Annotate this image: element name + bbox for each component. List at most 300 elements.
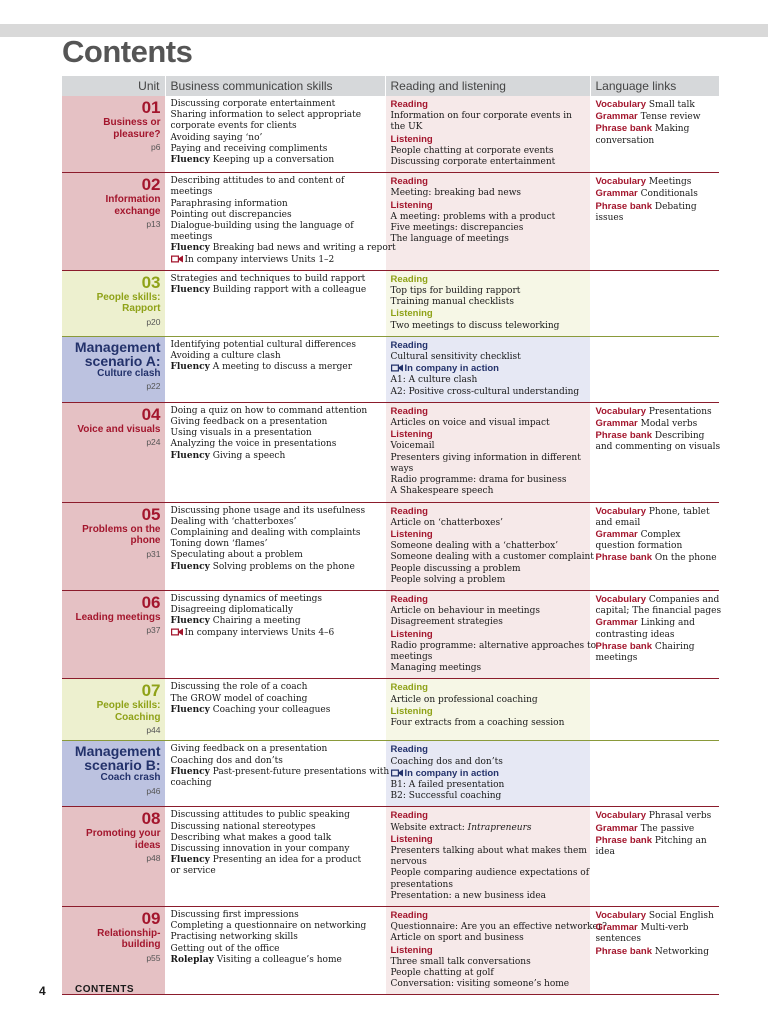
item-text: Complex [637, 529, 681, 540]
list-item [391, 486, 585, 497]
unit-number: 01 [141, 98, 161, 117]
item-text: Someone dealing with a ‘chatterbox’ [390, 541, 559, 552]
item-text: Describing what makes a good talk [170, 832, 332, 843]
list-item [391, 606, 585, 617]
item-text: Dialogue-building using the language of meetings [170, 221, 354, 243]
item-text: Voicemail [390, 441, 435, 452]
list-item [391, 464, 585, 475]
item-text: coaching [170, 777, 212, 788]
item-text: Cultural sensitivity checklist [390, 352, 521, 363]
table-row [62, 679, 719, 741]
item-text: Article on professional coaching [390, 694, 538, 705]
video-icon [171, 628, 183, 636]
business-skills-cell [165, 402, 385, 502]
item-text: In company interviews Units 1–2 [184, 254, 335, 265]
item-text: Modal verbs [637, 419, 698, 430]
item-text: or service [170, 866, 216, 877]
list-item [391, 176, 585, 188]
list-item [391, 188, 585, 199]
business-skills-cell [165, 502, 385, 590]
item-text: People comparing audience expectations of [390, 868, 590, 879]
list-item [391, 406, 585, 418]
item-text: sentences [595, 934, 641, 945]
list-item [596, 630, 715, 641]
list-item [390, 552, 594, 563]
list-item [171, 822, 380, 833]
list-item [596, 823, 715, 835]
unit-cell [62, 173, 165, 271]
item-text: Disagreeing diplomatically [170, 605, 293, 616]
reading-listening-cell [385, 96, 590, 173]
item-text: Chairing a meeting [209, 616, 301, 627]
item-text: Discussing first impressions [170, 909, 299, 920]
language-links-cell [590, 402, 719, 502]
item-text: Speculating about a problem [170, 550, 303, 561]
list-item [171, 955, 380, 966]
item-text: idea [595, 846, 615, 857]
section-label: Reading [390, 744, 428, 756]
list-item [171, 866, 380, 877]
business-skills-cell [165, 679, 385, 741]
activity-label: Fluency [170, 362, 210, 373]
list-item [171, 155, 380, 166]
unit-page: p20 [146, 316, 161, 327]
activity-label: Fluency [170, 155, 210, 166]
list-item [391, 375, 585, 386]
column-header-business-communication-skills: Business communication skills [165, 76, 385, 96]
list-item [391, 706, 585, 718]
item-text: Presentation: a new business idea [390, 890, 547, 901]
reading-listening-cell [385, 906, 607, 994]
list-item [391, 933, 585, 944]
section-label: Phrase bank [595, 945, 652, 957]
unit-name: Promoting your ideas [86, 828, 161, 851]
list-item [596, 201, 715, 213]
list-item [391, 340, 585, 352]
item-text: Toning down ‘flames’ [170, 539, 268, 550]
activity-label: Fluency [170, 616, 210, 627]
list-item [391, 418, 585, 429]
list-item [391, 297, 585, 308]
item-title: Intrapreneurs [467, 822, 532, 833]
list-item [391, 780, 585, 791]
column-header-language-links: Language links [590, 76, 719, 96]
column-header-unit: Unit [62, 76, 165, 96]
item-text: Getting out of the office [170, 943, 280, 954]
list-item [391, 791, 585, 802]
table-row [62, 173, 719, 271]
item-text: People chatting at corporate events [390, 145, 554, 156]
reading-listening-cell [385, 270, 590, 336]
table-row [62, 590, 719, 678]
list-item [171, 255, 380, 266]
item-text: Tense review [637, 112, 701, 123]
item-text: Meeting: breaking bad news [390, 188, 522, 199]
list-item [171, 910, 380, 921]
list-item [391, 575, 585, 586]
list-item [596, 847, 715, 858]
contents-table [62, 76, 722, 995]
section-label: Phrase bank [595, 123, 652, 135]
list-item [391, 352, 585, 363]
table-row [62, 270, 719, 336]
item-text: A meeting: problems with a product [390, 211, 556, 222]
business-skills-cell [165, 741, 390, 807]
section-label: Vocabulary [595, 176, 647, 188]
table-row [62, 402, 719, 502]
item-text: corporate events for clients [170, 121, 297, 132]
item-text: Giving feedback on a presentation [170, 744, 328, 755]
section-label: Grammar [595, 922, 638, 934]
table-row [62, 906, 719, 994]
list-item [596, 552, 715, 564]
list-item [596, 617, 715, 629]
list-item [391, 223, 585, 234]
table-row [62, 502, 719, 590]
item-text: contrasting ideas [595, 629, 675, 640]
section-label: Grammar [595, 822, 638, 834]
table-row [62, 96, 719, 173]
list-item [596, 188, 715, 200]
list-item [596, 176, 715, 188]
item-text: Discussing national stereotypes [170, 821, 316, 832]
activity-label: Fluency [170, 704, 210, 715]
item-text: On the phone [652, 553, 717, 564]
item-text: Three small talk conversations [390, 956, 531, 967]
list-item [391, 968, 585, 979]
list-item [171, 778, 380, 789]
unit-page: p48 [146, 853, 161, 864]
list-item [171, 340, 380, 351]
item-text: Five meetings: discrepancies [390, 223, 524, 234]
activity-label: Fluency [170, 855, 210, 866]
item-text: Practising networking skills [170, 932, 298, 943]
item-text: A meeting to discuss a merger [209, 362, 353, 373]
item-text: Discussing attitudes to public speaking [170, 810, 350, 821]
footer-label: CONTENTS [75, 984, 134, 995]
section-label: Vocabulary [595, 810, 647, 822]
item-text: Phone, tablet [646, 506, 710, 517]
unit-name: Coach crash [100, 772, 161, 784]
item-text: and email [595, 517, 641, 528]
item-text: Visiting a colleague’s home [213, 954, 342, 965]
list-item [391, 682, 585, 694]
list-item [171, 210, 380, 221]
unit-number: 05 [141, 504, 161, 524]
item-text: Discussing phone usage and its usefulness [170, 505, 366, 516]
unit-name: Business or pleasure? [103, 117, 161, 140]
unit-number: 04 [141, 404, 161, 424]
item-text: The GROW model of coaching [170, 693, 308, 704]
business-skills-cell [165, 807, 385, 907]
table-row [62, 336, 719, 402]
list-item [596, 810, 715, 822]
unit-number: Management scenario B: [74, 743, 161, 774]
list-item [170, 243, 396, 254]
list-item [171, 528, 380, 539]
language-links-cell [590, 807, 719, 907]
unit-name: Voice and visuals [77, 423, 161, 435]
unit-number: 06 [141, 592, 161, 612]
item-text: Building rapport with a colleague [209, 285, 367, 296]
business-skills-cell [165, 590, 385, 678]
list-item [391, 122, 585, 133]
item-text: Breaking bad news and writing a report [209, 243, 396, 254]
list-item [596, 213, 715, 224]
section-label: Vocabulary [595, 505, 647, 517]
activity-label: Fluency [170, 243, 210, 254]
list-item [171, 176, 380, 198]
item-text: presentations [390, 879, 453, 890]
unit-page: p55 [146, 952, 161, 963]
section-label: Reading [390, 99, 428, 110]
list-item [391, 429, 585, 441]
language-links-cell [590, 741, 719, 807]
section-label: Listening [390, 133, 433, 145]
unit-name: Culture clash [97, 367, 161, 379]
list-item [391, 695, 585, 706]
item-text: Two meetings to discuss teleworking [390, 320, 560, 331]
unit-cell [62, 336, 165, 402]
page-number: 4 [39, 984, 46, 998]
list-item [596, 430, 715, 442]
item-text: Coaching your colleagues [209, 704, 331, 715]
list-item [171, 110, 380, 121]
list-item [595, 593, 720, 606]
list-item [596, 123, 715, 135]
list-item [391, 979, 585, 990]
item-text: Discussing innovation in your company [170, 843, 350, 854]
unit-page: p6 [151, 142, 161, 152]
list-item [391, 880, 585, 891]
list-item [390, 922, 607, 933]
section-label: Reading [390, 505, 428, 517]
unit-cell [62, 906, 165, 994]
list-item [171, 439, 380, 450]
section-label: Vocabulary [595, 405, 647, 417]
item-text: ways [390, 463, 414, 474]
section-label: Listening [390, 628, 433, 640]
section-label: Reading [390, 176, 428, 188]
unit-cell [62, 96, 165, 173]
list-item [391, 387, 585, 398]
list-item [391, 234, 585, 245]
item-text: Website extract: [390, 822, 468, 833]
unit-name: Relationship-building [97, 927, 161, 951]
list-item [595, 606, 722, 617]
list-item [390, 868, 590, 879]
section-label: Reading [390, 909, 428, 921]
unit-number: Management scenario A: [74, 338, 161, 369]
item-text: capital; The financial pages [595, 606, 722, 617]
list-item [171, 428, 380, 439]
item-text: Discussing corporate entertainment [170, 99, 336, 109]
language-links-cell [590, 96, 719, 173]
section-label: Reading [390, 810, 428, 822]
video-icon [171, 255, 183, 263]
list-item [391, 617, 585, 628]
item-text: Giving feedback on a presentation [170, 417, 328, 428]
item-text: issues [595, 212, 624, 223]
list-item [596, 529, 715, 541]
business-skills-cell [165, 270, 385, 336]
list-item [390, 640, 597, 652]
item-text: Identifying potential cultural differences [170, 339, 356, 350]
item-text: meetings [390, 651, 433, 662]
language-links-cell [590, 679, 719, 741]
item-text: Presenting an idea for a product [209, 855, 362, 866]
item-text: Presentations [646, 406, 712, 417]
video-icon [391, 364, 403, 372]
list-item [171, 406, 380, 417]
list-item [391, 506, 585, 518]
list-item [596, 136, 715, 147]
unit-cell [62, 679, 165, 741]
list-item [171, 744, 380, 755]
list-item [391, 274, 585, 286]
list-item [171, 274, 380, 285]
list-item [596, 641, 715, 653]
list-item [596, 910, 715, 922]
list-item [596, 506, 715, 518]
reading-listening-cell [385, 173, 590, 271]
list-item [595, 442, 721, 453]
list-item [171, 351, 380, 362]
list-item [391, 945, 585, 957]
list-item [596, 922, 715, 934]
item-text: Presenters talking about what makes them [390, 845, 587, 856]
section-label: Grammar [595, 418, 638, 430]
list-item [171, 506, 380, 517]
list-item [171, 451, 380, 462]
item-text: Managing meetings [390, 663, 482, 674]
unit-page: p31 [146, 548, 161, 559]
item-text: Pitching an [652, 835, 707, 846]
language-links-cell [590, 336, 719, 402]
item-text: Keeping up a conversation [209, 155, 335, 166]
list-item [170, 766, 390, 778]
column-header-reading-and-listening: Reading and listening [385, 76, 590, 96]
language-links-cell [590, 173, 719, 271]
item-text: conversation [595, 135, 655, 146]
item-text: Radio programme: alternative approaches to [390, 640, 597, 651]
section-label: Grammar [595, 617, 638, 629]
list-item [171, 705, 380, 716]
item-text: Complaining and dealing with complaints [170, 527, 361, 538]
list-item [391, 910, 585, 922]
item-text: question formation [595, 541, 683, 552]
item-text: the UK [390, 122, 423, 133]
list-item [596, 111, 715, 123]
item-text: A Shakespeare speech [390, 486, 494, 497]
unit-page: p22 [146, 381, 161, 392]
list-item [596, 541, 715, 552]
section-label: In company in action [404, 767, 499, 779]
list-item [171, 199, 380, 210]
section-label: Listening [390, 429, 433, 441]
list-item [391, 768, 585, 780]
section-label: Grammar [595, 528, 638, 540]
item-text: Conditionals [637, 189, 698, 200]
list-item [391, 718, 585, 729]
list-item [171, 921, 380, 932]
item-text: Articles on voice and visual impact [390, 418, 550, 429]
item-text: Completing a questionnaire on networking [170, 921, 367, 932]
section-label: In company in action [404, 363, 499, 375]
item-text: meetings [595, 652, 638, 663]
unit-cell [62, 741, 165, 807]
item-text: Dealing with ‘chatterboxes’ [170, 516, 297, 527]
list-item [391, 652, 585, 663]
activity-label: Fluency [170, 450, 210, 461]
contents-table-body [62, 96, 722, 995]
list-item [391, 146, 585, 157]
list-item [596, 946, 715, 958]
section-label: Reading [390, 405, 428, 417]
unit-name: Information exchange [105, 194, 161, 217]
list-item [171, 362, 380, 373]
table-row [62, 807, 719, 907]
item-text: Training manual checklists [390, 297, 515, 308]
video-icon [391, 769, 403, 777]
list-item [596, 653, 715, 664]
list-item [391, 200, 585, 212]
list-item [171, 562, 380, 573]
item-text: Avoiding saying ‘no’ [170, 132, 263, 143]
item-text: Solving problems on the phone [209, 561, 355, 572]
list-item [171, 932, 380, 943]
activity-label: Fluency [170, 561, 210, 572]
item-text: Discussing dynamics of meetings [170, 593, 322, 604]
item-text: Analyzing the voice in presentations [170, 439, 337, 450]
list-item [391, 564, 585, 575]
unit-number: 02 [141, 175, 161, 195]
list-item [596, 835, 715, 847]
list-item [391, 99, 585, 111]
section-label: Reading [390, 339, 428, 351]
unit-cell [62, 270, 165, 336]
section-label: Vocabulary [595, 909, 647, 921]
list-item [391, 810, 585, 822]
section-label: Listening [390, 833, 433, 845]
list-item [171, 616, 380, 627]
section-label: Reading [390, 593, 428, 605]
list-item [391, 363, 585, 375]
item-text: Debating [652, 201, 697, 212]
item-text: Small talk [646, 100, 695, 110]
list-item [391, 629, 585, 641]
item-text: The passive [637, 823, 695, 834]
unit-page: p44 [146, 725, 161, 736]
item-text: Questionnaire: Are you an effective networker? [390, 922, 607, 933]
item-text: Article on behaviour in meetings [390, 606, 540, 617]
section-label: Vocabulary [595, 99, 647, 110]
list-item [391, 891, 585, 902]
list-item [391, 594, 585, 606]
item-text: The language of meetings [390, 234, 509, 245]
item-text: Paying and receiving compliments [170, 143, 328, 154]
list-item [171, 594, 380, 605]
list-item [391, 111, 585, 122]
list-item [171, 99, 380, 110]
list-item [596, 934, 715, 945]
unit-number: 08 [141, 809, 161, 829]
item-text: Sharing information to select appropriate [170, 110, 362, 121]
list-item [171, 285, 380, 296]
page-title: Contents [62, 34, 193, 69]
item-text: Networking [652, 946, 709, 957]
item-text: Information on four corporate events in [390, 111, 572, 122]
